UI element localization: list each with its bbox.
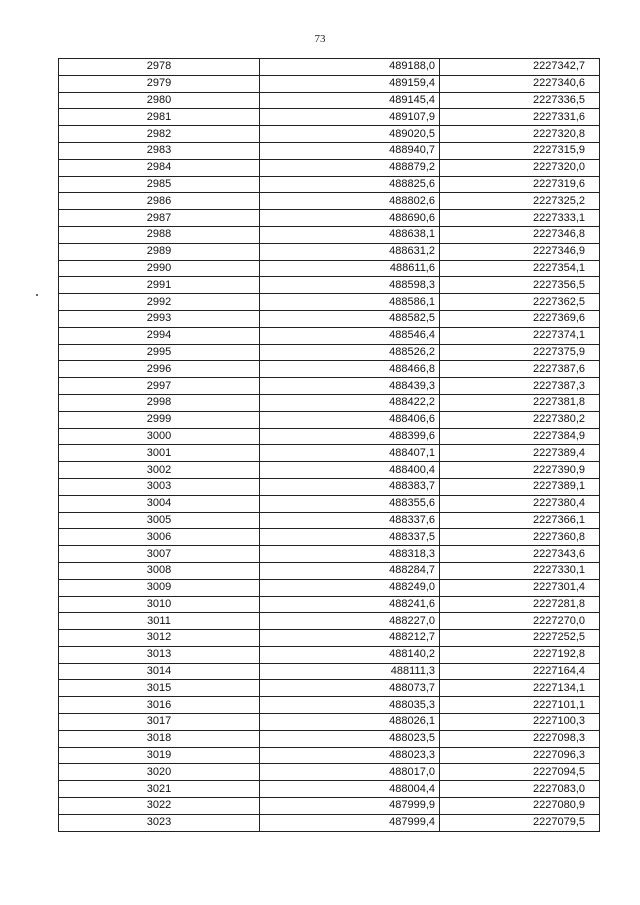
y-coordinate-cell: 2227340,6 [440,75,600,92]
x-coordinate-cell: 488383,7 [260,478,440,495]
y-coordinate-cell: 2227101,1 [440,697,600,714]
x-coordinate-cell: 488023,5 [260,730,440,747]
table-row [59,428,600,445]
table-row [59,310,600,327]
x-coordinate-cell: 488690,6 [260,210,440,227]
table-row [59,663,600,680]
y-coordinate-cell: 2227346,9 [440,243,600,260]
x-coordinate-cell: 488439,3 [260,378,440,395]
table-row [59,378,600,395]
x-coordinate-cell: 489188,0 [260,59,440,76]
x-coordinate-cell: 489159,4 [260,75,440,92]
x-coordinate-cell: 488140,2 [260,646,440,663]
y-coordinate-cell: 2227389,1 [440,478,600,495]
table-row [59,243,600,260]
y-coordinate-cell: 2227252,5 [440,630,600,647]
point-number-cell: 2982 [59,126,260,143]
point-number-cell: 3008 [59,562,260,579]
margin-mark [36,294,38,296]
point-number-cell: 2999 [59,411,260,428]
y-coordinate-cell: 2227362,5 [440,294,600,311]
point-number-cell: 3023 [59,814,260,831]
y-coordinate-cell: 2227100,3 [440,714,600,731]
point-number-cell: 2988 [59,226,260,243]
table-row [59,294,600,311]
x-coordinate-cell: 488422,2 [260,394,440,411]
y-coordinate-cell: 2227281,8 [440,596,600,613]
point-number-cell: 2984 [59,159,260,176]
point-number-cell: 2987 [59,210,260,227]
x-coordinate-cell: 488638,1 [260,226,440,243]
x-coordinate-cell: 488017,0 [260,764,440,781]
coordinates-table-body [59,59,600,832]
point-number-cell: 3002 [59,462,260,479]
y-coordinate-cell: 2227387,6 [440,361,600,378]
y-coordinate-cell: 2227346,8 [440,226,600,243]
y-coordinate-cell: 2227384,9 [440,428,600,445]
x-coordinate-cell: 488337,6 [260,512,440,529]
y-coordinate-cell: 2227333,1 [440,210,600,227]
point-number-cell: 3022 [59,798,260,815]
y-coordinate-cell: 2227164,4 [440,663,600,680]
x-coordinate-cell: 488004,4 [260,781,440,798]
point-number-cell: 3021 [59,781,260,798]
y-coordinate-cell: 2227356,5 [440,277,600,294]
table-row [59,730,600,747]
y-coordinate-cell: 2227301,4 [440,579,600,596]
point-number-cell: 3016 [59,697,260,714]
point-number-cell: 2980 [59,92,260,109]
table-row [59,109,600,126]
point-number-cell: 3015 [59,680,260,697]
table-row [59,562,600,579]
y-coordinate-cell: 2227390,9 [440,462,600,479]
point-number-cell: 2978 [59,59,260,76]
point-number-cell: 3014 [59,663,260,680]
table-row [59,193,600,210]
x-coordinate-cell: 489107,9 [260,109,440,126]
table-row [59,478,600,495]
y-coordinate-cell: 2227192,8 [440,646,600,663]
y-coordinate-cell: 2227320,0 [440,159,600,176]
y-coordinate-cell: 2227366,1 [440,512,600,529]
point-number-cell: 3006 [59,529,260,546]
table-row [59,646,600,663]
table-row [59,546,600,563]
point-number-cell: 3013 [59,646,260,663]
y-coordinate-cell: 2227336,5 [440,92,600,109]
y-coordinate-cell: 2227387,3 [440,378,600,395]
table-row [59,394,600,411]
table-row [59,92,600,109]
table-row [59,260,600,277]
point-number-cell: 3020 [59,764,260,781]
table-row [59,126,600,143]
point-number-cell: 2989 [59,243,260,260]
x-coordinate-cell: 488318,3 [260,546,440,563]
y-coordinate-cell: 2227380,2 [440,411,600,428]
point-number-cell: 2995 [59,344,260,361]
point-number-cell: 3007 [59,546,260,563]
x-coordinate-cell: 488407,1 [260,445,440,462]
table-row [59,411,600,428]
coordinates-table [58,58,600,832]
x-coordinate-cell: 488802,6 [260,193,440,210]
y-coordinate-cell: 2227374,1 [440,327,600,344]
x-coordinate-cell: 488073,7 [260,680,440,697]
x-coordinate-cell: 488611,6 [260,260,440,277]
table-row [59,781,600,798]
point-number-cell: 3009 [59,579,260,596]
table-row [59,798,600,815]
y-coordinate-cell: 2227389,4 [440,445,600,462]
x-coordinate-cell: 488526,2 [260,344,440,361]
table-row [59,596,600,613]
table-row [59,697,600,714]
point-number-cell: 2998 [59,394,260,411]
table-row [59,512,600,529]
x-coordinate-cell: 488399,6 [260,428,440,445]
x-coordinate-cell: 488825,6 [260,176,440,193]
x-coordinate-cell: 488940,7 [260,142,440,159]
table-row [59,142,600,159]
x-coordinate-cell: 488466,8 [260,361,440,378]
table-row [59,747,600,764]
table-row [59,210,600,227]
y-coordinate-cell: 2227342,7 [440,59,600,76]
point-number-cell: 2990 [59,260,260,277]
table-row [59,764,600,781]
x-coordinate-cell: 488598,3 [260,277,440,294]
point-number-cell: 2985 [59,176,260,193]
x-coordinate-cell: 488631,2 [260,243,440,260]
point-number-cell: 2993 [59,310,260,327]
point-number-cell: 2981 [59,109,260,126]
x-coordinate-cell: 488400,4 [260,462,440,479]
x-coordinate-cell: 488879,2 [260,159,440,176]
table-row [59,159,600,176]
y-coordinate-cell: 2227381,8 [440,394,600,411]
table-row [59,529,600,546]
table-row [59,176,600,193]
point-number-cell: 2983 [59,142,260,159]
y-coordinate-cell: 2227096,3 [440,747,600,764]
y-coordinate-cell: 2227315,9 [440,142,600,159]
point-number-cell: 3018 [59,730,260,747]
y-coordinate-cell: 2227369,6 [440,310,600,327]
x-coordinate-cell: 487999,4 [260,814,440,831]
x-coordinate-cell: 488406,6 [260,411,440,428]
y-coordinate-cell: 2227080,9 [440,798,600,815]
x-coordinate-cell: 489020,5 [260,126,440,143]
table-row [59,462,600,479]
y-coordinate-cell: 2227320,8 [440,126,600,143]
y-coordinate-cell: 2227134,1 [440,680,600,697]
y-coordinate-cell: 2227083,0 [440,781,600,798]
table-row [59,445,600,462]
x-coordinate-cell: 488337,5 [260,529,440,546]
x-coordinate-cell: 488111,3 [260,663,440,680]
table-row [59,277,600,294]
y-coordinate-cell: 2227354,1 [440,260,600,277]
table-row [59,680,600,697]
x-coordinate-cell: 488546,4 [260,327,440,344]
y-coordinate-cell: 2227360,8 [440,529,600,546]
point-number-cell: 2994 [59,327,260,344]
table-row [59,814,600,831]
page-number: 73 [314,33,326,45]
table-row [59,59,600,76]
table-row [59,714,600,731]
table-row [59,613,600,630]
point-number-cell: 2997 [59,378,260,395]
table-row [59,579,600,596]
point-number-cell: 3003 [59,478,260,495]
y-coordinate-cell: 2227330,1 [440,562,600,579]
table-row [59,344,600,361]
point-number-cell: 3019 [59,747,260,764]
point-number-cell: 3011 [59,613,260,630]
y-coordinate-cell: 2227079,5 [440,814,600,831]
y-coordinate-cell: 2227375,9 [440,344,600,361]
x-coordinate-cell: 489145,4 [260,92,440,109]
x-coordinate-cell: 488212,7 [260,630,440,647]
y-coordinate-cell: 2227380,4 [440,495,600,512]
x-coordinate-cell: 488023,3 [260,747,440,764]
x-coordinate-cell: 488026,1 [260,714,440,731]
x-coordinate-cell: 487999,9 [260,798,440,815]
x-coordinate-cell: 488586,1 [260,294,440,311]
table-row [59,630,600,647]
x-coordinate-cell: 488284,7 [260,562,440,579]
y-coordinate-cell: 2227094,5 [440,764,600,781]
table-row [59,75,600,92]
point-number-cell: 2979 [59,75,260,92]
table-row [59,361,600,378]
y-coordinate-cell: 2227098,3 [440,730,600,747]
point-number-cell: 3017 [59,714,260,731]
point-number-cell: 2986 [59,193,260,210]
x-coordinate-cell: 488355,6 [260,495,440,512]
x-coordinate-cell: 488582,5 [260,310,440,327]
table-row [59,327,600,344]
point-number-cell: 2991 [59,277,260,294]
point-number-cell: 3004 [59,495,260,512]
x-coordinate-cell: 488249,0 [260,579,440,596]
y-coordinate-cell: 2227325,2 [440,193,600,210]
y-coordinate-cell: 2227270,0 [440,613,600,630]
y-coordinate-cell: 2227319,6 [440,176,600,193]
y-coordinate-cell: 2227331,6 [440,109,600,126]
point-number-cell: 2996 [59,361,260,378]
point-number-cell: 3012 [59,630,260,647]
x-coordinate-cell: 488241,6 [260,596,440,613]
x-coordinate-cell: 488227,0 [260,613,440,630]
point-number-cell: 3005 [59,512,260,529]
y-coordinate-cell: 2227343,6 [440,546,600,563]
x-coordinate-cell: 488035,3 [260,697,440,714]
table-row [59,226,600,243]
point-number-cell: 3010 [59,596,260,613]
point-number-cell: 3000 [59,428,260,445]
point-number-cell: 3001 [59,445,260,462]
point-number-cell: 2992 [59,294,260,311]
table-row [59,495,600,512]
